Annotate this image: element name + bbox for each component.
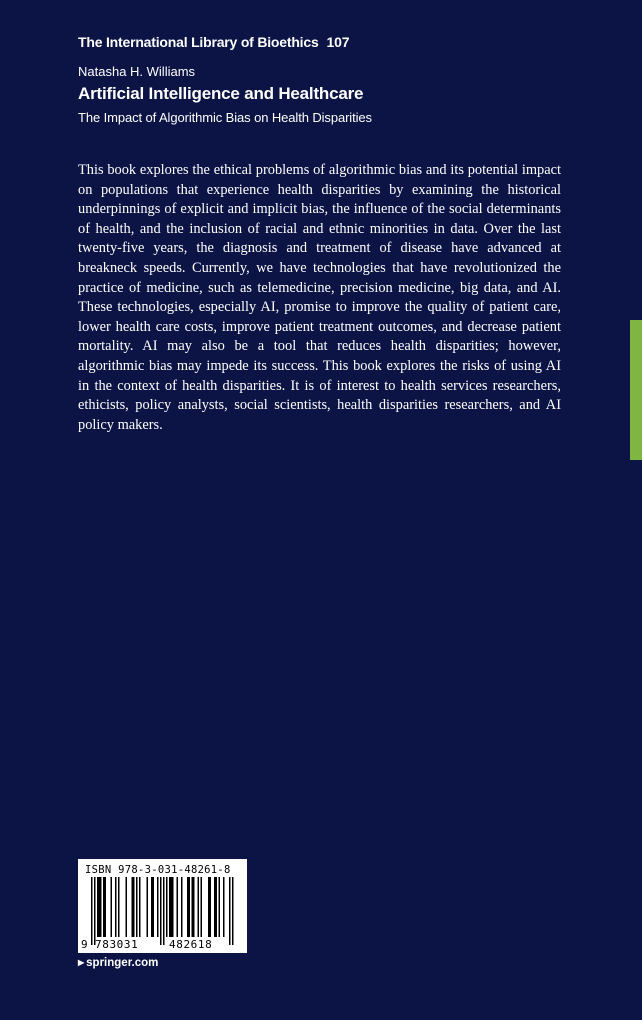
barcode-bar <box>166 877 168 937</box>
barcode-bar <box>133 877 135 937</box>
barcode-bar <box>115 877 117 937</box>
barcode-bar <box>99 877 101 937</box>
barcode-bar <box>214 877 216 937</box>
barcode-bar <box>198 877 200 937</box>
barcode-bar <box>94 877 96 945</box>
barcode-bar <box>172 877 174 937</box>
barcode-bar <box>100 877 102 937</box>
barcode-bar <box>139 877 141 937</box>
series-title <box>78 34 349 50</box>
barcode-bar <box>216 877 218 937</box>
barcode-bar <box>210 877 212 937</box>
barcode-bar <box>153 877 155 937</box>
spine-edge <box>630 0 642 320</box>
barcode-bar <box>105 877 107 937</box>
barcode-bar <box>232 877 234 945</box>
barcode-bar <box>163 877 165 945</box>
barcode-bar <box>151 877 153 937</box>
isbn-label: ISBN 978-3-031-48261-8 <box>85 864 231 876</box>
barcode-bar <box>169 877 171 937</box>
barcode-bar <box>118 877 120 937</box>
barcode-bar <box>201 877 203 937</box>
barcode-bar <box>193 877 195 937</box>
book-subtitle: The Impact of Algorithmic Bias on Health Disparities <box>78 110 372 125</box>
barcode-bar <box>157 877 159 937</box>
barcode-bar <box>171 877 173 937</box>
barcode-bar <box>187 877 189 937</box>
book-title: Artificial Intelligence and Healthcare <box>78 84 364 103</box>
series-name: The International Library of Bioethics <box>78 34 319 50</box>
isbn-barcode <box>78 859 247 953</box>
publisher-link[interactable] <box>78 957 158 969</box>
barcode-bar <box>219 877 221 937</box>
barcode-bar <box>223 877 225 937</box>
barcode-bar <box>91 877 93 945</box>
barcode-bar <box>126 877 128 937</box>
barcode-bar <box>192 877 194 937</box>
barcode-left-digits: 783031 <box>95 938 139 951</box>
barcode-bar <box>103 877 105 937</box>
series-volume: 107 <box>326 34 350 50</box>
author-name: Natasha H. Williams <box>78 64 196 79</box>
publisher-url: springer.com <box>86 957 159 969</box>
book-description: This book explores the ethical problems of algorithmic bias and its potential impact on populations that experience health disparities by examining the historical underpinnings of explicit and implicit bias, the influence of the social determinants of health, and the inclusion of racial and ethnic minorities in data. Over the last twenty-five years, the diagnosis and treatment of disease have advanced at breakneck speeds. Currently, we have technologies that have revolutionized the practice of medicine, such as telemedicine, precision medicine, big data, and AI. These technologies, especially AI, promise to improve the quality of patient care, lower health care costs, improve patient treatment outcomes, and decrease patient mortality. AI may also be a tool that reduces health disparities; however, algorithmic bias may impede its success. This book explores the risks of using AI in the context of health disparities. It is of interest to health services researchers, ethicists, policy analysts, social scientists, health disparities researchers, and AI policy makers. <box>78 162 561 433</box>
accent-strip <box>630 320 642 460</box>
barcode-bar <box>147 877 149 937</box>
barcode-bar <box>136 877 138 937</box>
barcode-right-digits: 482618 <box>169 938 213 951</box>
barcode-bar <box>229 877 231 945</box>
barcode-bar <box>160 877 162 945</box>
barcode-bar <box>189 877 191 937</box>
barcode-bar <box>208 877 210 937</box>
barcode-bar <box>97 877 99 937</box>
barcode-bar <box>111 877 113 937</box>
triangle-right-icon: ▶ <box>78 958 85 967</box>
barcode-bar <box>177 877 179 937</box>
barcode-bar <box>181 877 183 937</box>
barcode-lead-digit: 9 <box>81 938 88 951</box>
barcode-bar <box>132 877 134 937</box>
